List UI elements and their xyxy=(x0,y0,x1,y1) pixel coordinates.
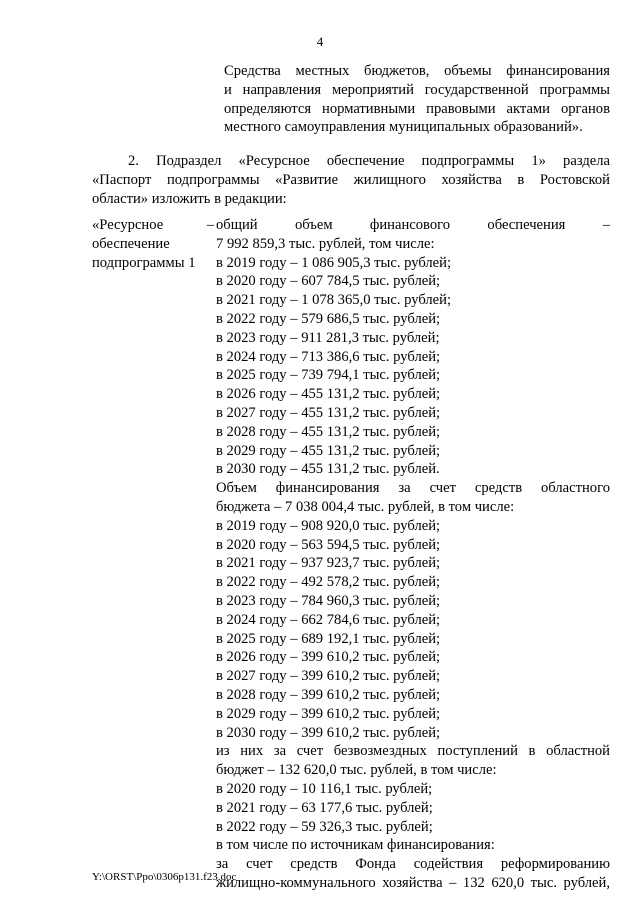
body-line: в 2024 году – 713 386,6 тыс. рублей; xyxy=(216,348,441,365)
label-dash: – xyxy=(206,217,214,233)
section-paragraph xyxy=(92,152,610,208)
body-line: в 2021 году – 63 177,6 тыс. рублей; xyxy=(216,799,433,816)
intro-line: и направления мероприятий государственной программы xyxy=(224,81,610,98)
body-line: в 2030 году – 399 610,2 тыс. рублей; xyxy=(216,724,441,741)
body-line: в 2022 году – 59 326,3 тыс. рублей; xyxy=(216,818,433,835)
label-line: обеспечение xyxy=(92,235,170,252)
passport-body xyxy=(216,216,610,893)
intro-line: определяются нормативными правовыми актами органов xyxy=(224,100,610,117)
body-line: в 2026 году – 455 131,2 тыс. рублей; xyxy=(216,386,441,403)
body-line: в 2027 году – 455 131,2 тыс. рублей; xyxy=(216,404,441,421)
body-line: в 2029 году – 455 131,2 тыс. рублей; xyxy=(216,442,441,459)
intro-line: местного самоуправления муниципальных образований». xyxy=(224,119,583,136)
body-line: в 2019 году – 1 086 905,3 тыс. рублей; xyxy=(216,254,452,271)
body-line: в 2025 году – 739 794,1 тыс. рублей; xyxy=(216,367,441,384)
label-line: подпрограммы 1 xyxy=(92,254,196,271)
body-line: в 2028 году – 399 610,2 тыс. рублей; xyxy=(216,686,441,703)
body-line: в 2028 году – 455 131,2 тыс. рублей; xyxy=(216,423,441,440)
body-line: в 2023 году – 784 960,3 тыс. рублей; xyxy=(216,592,441,609)
body-line: в 2020 году – 563 594,5 тыс. рублей; xyxy=(216,536,441,553)
page-number: 4 xyxy=(316,34,324,49)
intro-line: Средства местных бюджетов, объемы финансирования xyxy=(224,63,610,79)
file-path-footer: Y:\ORST\Ppo\0306p131.f23.doc xyxy=(92,871,237,883)
body-line: общий объем финансового обеспечения – xyxy=(216,217,610,233)
section-line: 2. Подраздел «Ресурсное обеспечение подпрограммы 1» раздела xyxy=(128,153,610,169)
body-line: жилищно-коммунального хозяйства – 132 620,0 тыс. рублей, xyxy=(216,874,610,891)
body-line: в 2026 году – 399 610,2 тыс. рублей; xyxy=(216,649,441,666)
body-line: Объем финансирования за счет средств областного xyxy=(216,480,610,497)
body-line: за счет средств Фонда содействия реформированию xyxy=(216,856,610,873)
body-line: в 2020 году – 10 116,1 тыс. рублей; xyxy=(216,780,433,797)
intro-paragraph xyxy=(224,62,610,137)
body-line: в 2023 году – 911 281,3 тыс. рублей; xyxy=(216,329,440,346)
body-line: в 2027 году – 399 610,2 тыс. рублей; xyxy=(216,668,441,685)
passport-label xyxy=(92,216,214,272)
section-line: области» изложить в редакции: xyxy=(92,190,287,207)
body-line: в 2019 году – 908 920,0 тыс. рублей; xyxy=(216,517,441,534)
body-line: в 2024 году – 662 784,6 тыс. рублей; xyxy=(216,611,441,628)
body-line: в 2029 году – 399 610,2 тыс. рублей; xyxy=(216,705,441,722)
body-line: 7 992 859,3 тыс. рублей, том числе: xyxy=(216,235,435,252)
body-line: в 2030 году – 455 131,2 тыс. рублей. xyxy=(216,461,440,478)
section-line: «Паспорт подпрограммы «Развитие жилищного хозяйства в Ростовской xyxy=(92,171,610,188)
body-line: в 2022 году – 579 686,5 тыс. рублей; xyxy=(216,310,441,327)
label-row xyxy=(92,216,214,235)
body-line: в 2020 году – 607 784,5 тыс. рублей; xyxy=(216,273,441,290)
body-line: бюджета – 7 038 004,4 тыс. рублей, в том числе: xyxy=(216,498,515,515)
body-line: в 2021 году – 937 923,7 тыс. рублей; xyxy=(216,555,441,572)
body-line: из них за счет безвозмездных поступлений в областной xyxy=(216,743,610,760)
body-line: в 2025 году – 689 192,1 тыс. рублей; xyxy=(216,630,441,647)
label-line: «Ресурсное xyxy=(92,217,164,233)
body-line: в 2022 году – 492 578,2 тыс. рублей; xyxy=(216,574,441,591)
body-line: бюджет – 132 620,0 тыс. рублей, в том числе: xyxy=(216,762,497,779)
body-line: в 2021 году – 1 078 365,0 тыс. рублей; xyxy=(216,292,452,309)
body-line: в том числе по источникам финансирования: xyxy=(216,837,495,854)
